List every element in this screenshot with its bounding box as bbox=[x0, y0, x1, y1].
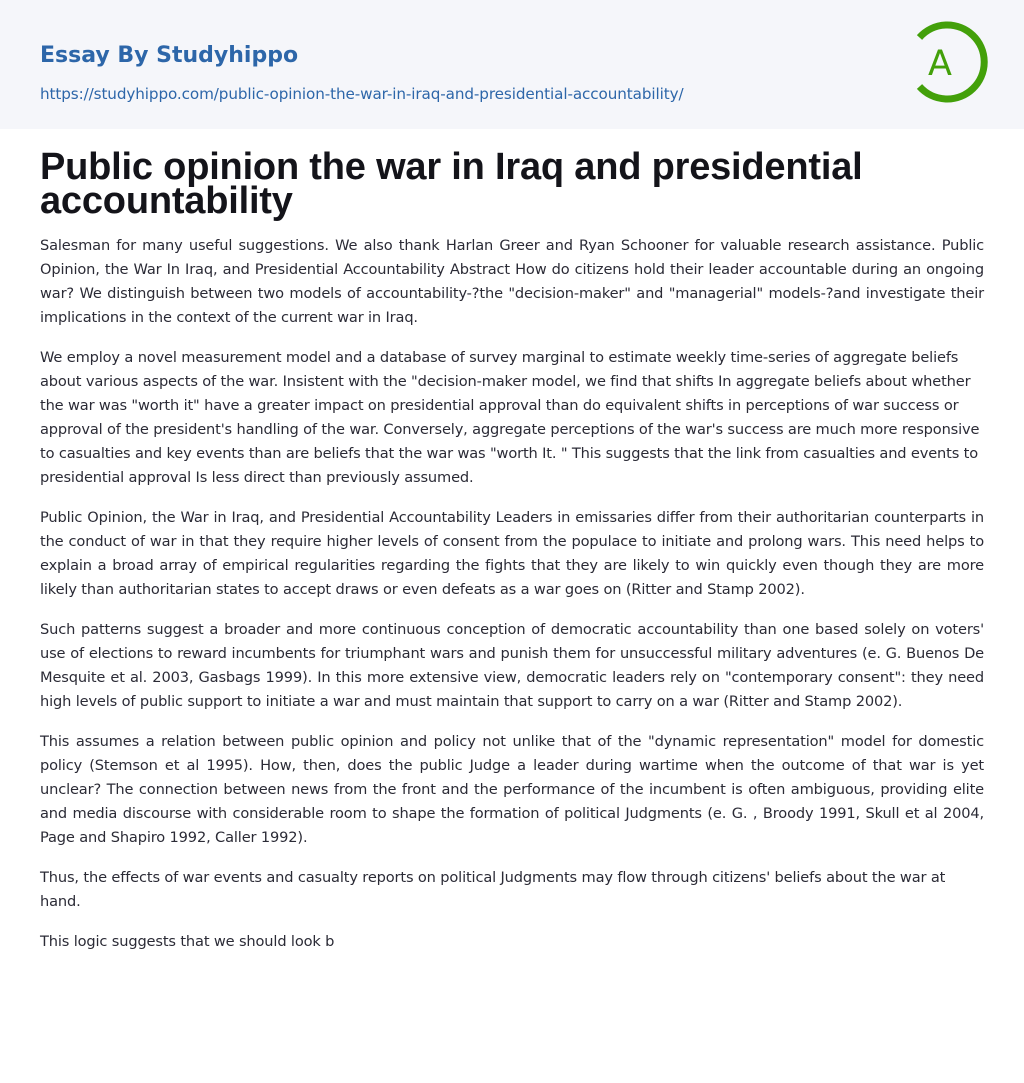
essay-url-link[interactable]: https://studyhippo.com/public-opinion-the-war-in-iraq-and-presidential-accountability/ bbox=[40, 85, 684, 103]
essay-title: Public opinion the war in Iraq and presidential accountability bbox=[40, 146, 863, 222]
site-header bbox=[0, 0, 1024, 129]
essay-paragraph: Thus, the effects of war events and casualty reports on political Judgments may flow through citizens' beliefs about the war at hand. bbox=[40, 869, 946, 910]
essay-paragraph: Salesman for many useful suggestions. We also thank Harlan Greer and Ryan Schooner for valuable research assistance. Public Opinion, the War In Iraq, and Presidential Accountability Abstract How do citizens hold their leader accountable during an ongoing war? We distinguish between two models of accountability-?the "decision-maker" and "managerial" models-?and investigate their implications in the context of the current war in Iraq. bbox=[40, 237, 984, 326]
studyhippo-a-logo-icon[interactable] bbox=[905, 17, 995, 107]
logo-letter: A bbox=[928, 44, 952, 84]
essay-paragraph: This assumes a relation between public opinion and policy not unlike that of the "dynamic representation" model for domestic policy (Stemson et al 1995). How, then, does the public Judge a leader during wartime when the outcome of that war is yet unclear? The connection between news from the front and the performance of the incumbent is often ambiguous, providing elite and media discourse with considerable room to shape the formation of political Judgments (e. G. , Broody 1991, Skull et al 2004, Page and Shapiro 1992, Caller 1992). bbox=[40, 733, 984, 846]
essay-paragraph: This logic suggests that we should look b bbox=[40, 933, 335, 950]
essay-body bbox=[40, 234, 984, 970]
site-brand[interactable]: Essay By Studyhippo bbox=[40, 43, 299, 68]
essay-paragraph: Such patterns suggest a broader and more continuous conception of democratic accountability than one based solely on voters' use of elections to reward incumbents for triumphant wars and punish them for unsuccessful military adventures (e. G. Buenos De Mesquite et al. 2003, Gasbags 1999). In this more extensive view, democratic leaders rely on "contemporary consent": they need high levels of public support to initiate a war and must maintain that support to carry on a war (Ritter and Stamp 2002). bbox=[40, 621, 984, 710]
essay-paragraph: We employ a novel measurement model and a database of survey marginal to estimate weekly time-series of aggregate beliefs about various aspects of the war. Insistent with the "decision-maker model, we find that shifts In aggregate beliefs about whether the war was "worth it" have a greater impact on presidential approval than do equivalent shifts in perceptions of war success or approval of the president's handling of the war. Conversely, aggregate perceptions of the war's success are much more responsive to casualties and key events than are beliefs that the war was "worth It. " This suggests that the link from casualties and events to presidential approval Is less direct than previously assumed. bbox=[40, 349, 980, 486]
essay-paragraph: Public Opinion, the War in Iraq, and Presidential Accountability Leaders in emissaries differ from their authoritarian counterparts in the conduct of war in that they require higher levels of consent from the populace to initiate and prolong wars. This need helps to explain a broad array of empirical regularities regarding the fights that they are likely to win quickly even though they are more likely than authoritarian states to accept draws or even defeats as a war goes on (Ritter and Stamp 2002). bbox=[40, 509, 984, 598]
